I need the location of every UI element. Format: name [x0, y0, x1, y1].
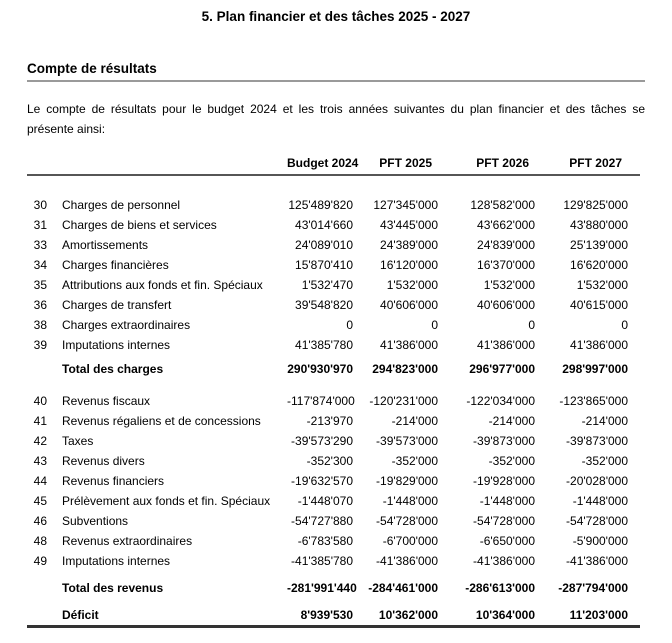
row-value: -352'000	[488, 454, 535, 468]
row-value: 125'489'820	[288, 198, 353, 212]
table-row	[27, 275, 640, 295]
row-value: -5'900'000	[572, 534, 628, 548]
table-row	[27, 235, 640, 255]
row-value: -1'448'000	[479, 494, 535, 508]
row-label: Taxes	[62, 434, 94, 448]
row-value: -19'829'000	[376, 474, 438, 488]
row-label: Total des charges	[62, 362, 164, 376]
row-value: 0	[431, 318, 438, 332]
table-row	[27, 531, 640, 551]
row-value: 290'930'970	[287, 362, 353, 376]
row-value: -54'728'000	[376, 514, 438, 528]
row-value: -6'700'000	[382, 534, 438, 548]
row-value: 16'120'000	[380, 258, 438, 272]
row-value: -1'448'000	[382, 494, 438, 508]
table-row	[27, 411, 640, 431]
row-value: 41'386'000	[477, 338, 535, 352]
row-value: -352'300	[306, 454, 353, 468]
row-value: -41'386'000	[473, 554, 535, 568]
row-value: 1'532'000	[386, 278, 438, 292]
row-value: 40'606'000	[380, 298, 438, 312]
row-label: Revenus financiers	[62, 474, 165, 488]
row-value: 43'880'000	[570, 218, 628, 232]
row-value: 16'620'000	[570, 258, 628, 272]
table-row	[27, 551, 640, 571]
row-value: 0	[528, 318, 535, 332]
row-number: 36	[33, 298, 47, 312]
row-value: -1'448'070	[297, 494, 353, 508]
row-value: 24'089'010	[295, 238, 353, 252]
table-header-row	[27, 156, 640, 171]
row-value: 296'977'000	[469, 362, 535, 376]
section-heading: Compte de résultats	[27, 61, 157, 76]
revenus-section	[27, 391, 640, 571]
table-row	[27, 451, 640, 471]
table-row	[27, 391, 640, 411]
row-number: 42	[33, 434, 47, 448]
row-number	[27, 578, 47, 598]
section-heading-rule	[27, 80, 645, 82]
row-label: Charges extraordinaires	[62, 318, 191, 332]
row-value: -122'034'000	[466, 394, 535, 408]
row-value: 41'385'780	[295, 338, 353, 352]
column-header: PFT 2027	[569, 156, 622, 170]
row-value: 24'839'000	[477, 238, 535, 252]
row-value: -20'028'000	[566, 474, 628, 488]
row-value: 0	[621, 318, 628, 332]
row-value: -6'650'000	[479, 534, 535, 548]
row-label: Subventions	[62, 514, 129, 528]
row-value: 128'582'000	[470, 198, 535, 212]
row-value: -41'386'000	[566, 554, 628, 568]
row-value: 39'548'820	[295, 298, 353, 312]
table-row	[27, 195, 640, 215]
row-value: 25'139'000	[570, 238, 628, 252]
row-value: -117'874'000	[287, 394, 355, 408]
row-value: -120'231'000	[369, 394, 438, 408]
row-value: -281'991'440	[287, 581, 357, 595]
row-label: Charges de transfert	[62, 298, 172, 312]
row-value: 41'386'000	[380, 338, 438, 352]
total-charges-row	[27, 359, 640, 379]
row-number: 40	[33, 394, 47, 408]
row-value: -39'573'290	[291, 434, 353, 448]
row-value: -54'727'880	[291, 514, 353, 528]
row-number: 31	[33, 218, 47, 232]
table-row	[27, 471, 640, 491]
row-value: -213'970	[306, 414, 353, 428]
table-header-rule	[27, 174, 640, 176]
row-number: 48	[33, 534, 47, 548]
row-value: -54'728'000	[473, 514, 535, 528]
charges-total-section	[27, 359, 640, 379]
row-number: 49	[33, 554, 47, 568]
row-value: -41'385'780	[291, 554, 353, 568]
row-label: Charges de biens et services	[62, 218, 217, 232]
row-value: 16'370'000	[477, 258, 535, 272]
row-value: -19'632'570	[291, 474, 353, 488]
row-label: Revenus fiscaux	[62, 394, 151, 408]
row-value: 1'532'000	[483, 278, 535, 292]
table-row	[27, 255, 640, 275]
row-number: 41	[33, 414, 47, 428]
deficit-section	[27, 605, 640, 625]
row-value: 1'532'470	[301, 278, 353, 292]
row-number: 44	[33, 474, 47, 488]
table-row	[27, 295, 640, 315]
row-value: 41'386'000	[570, 338, 628, 352]
row-number: 39	[33, 338, 47, 352]
table-row	[27, 315, 640, 335]
row-value: -19'928'000	[473, 474, 535, 488]
row-label: Revenus régaliens et de concessions	[62, 414, 261, 428]
revenus-total-section	[27, 578, 640, 598]
table-row	[27, 511, 640, 531]
row-value: 10'364'000	[475, 608, 535, 622]
charges-section	[27, 195, 640, 355]
header-spacer	[47, 156, 287, 171]
table-row	[27, 431, 640, 451]
row-label: Prélèvement aux fonds et fin. Spéciaux	[62, 494, 271, 508]
row-value: -39'873'000	[473, 434, 535, 448]
table-row	[27, 215, 640, 235]
deficit-row	[27, 605, 640, 625]
column-header: Budget 2024	[287, 156, 359, 170]
row-number: 45	[33, 494, 47, 508]
row-label: Total des revenus	[62, 581, 164, 595]
row-value: 40'615'000	[570, 298, 628, 312]
row-number	[27, 359, 47, 379]
row-value: 43'662'000	[477, 218, 535, 232]
row-number: 30	[33, 198, 47, 212]
row-value: -287'794'000	[558, 581, 628, 595]
row-value: 1'532'000	[576, 278, 628, 292]
row-label: Charges financières	[62, 258, 169, 272]
results-table	[27, 156, 640, 628]
table-row	[27, 491, 640, 511]
column-header: PFT 2025	[379, 156, 432, 170]
row-value: -6'783'580	[297, 534, 353, 548]
row-value: -39'573'000	[376, 434, 438, 448]
row-value: -286'613'000	[465, 581, 535, 595]
row-value: -123'865'000	[559, 394, 628, 408]
row-number: 38	[33, 318, 47, 332]
header-spacer	[27, 156, 47, 171]
row-value: 8'939'530	[300, 608, 353, 622]
row-value: 43'014'660	[295, 218, 353, 232]
row-number: 43	[33, 454, 47, 468]
row-value: 15'870'410	[295, 258, 353, 272]
row-value: -41'386'000	[376, 554, 438, 568]
total-revenus-row	[27, 578, 640, 598]
row-value: -352'000	[581, 454, 628, 468]
row-value: 129'825'000	[563, 198, 628, 212]
row-label: Revenus extraordinaires	[62, 534, 193, 548]
row-label: Imputations internes	[62, 338, 171, 352]
row-value: 11'203'000	[569, 608, 628, 622]
row-label: Revenus divers	[62, 454, 145, 468]
row-value: -352'000	[391, 454, 438, 468]
row-value: -54'728'000	[566, 514, 628, 528]
row-number: 46	[33, 514, 47, 528]
row-value: 40'606'000	[477, 298, 535, 312]
row-number: 35	[33, 278, 47, 292]
row-value: 127'345'000	[373, 198, 438, 212]
table-bottom-rule	[27, 625, 640, 628]
row-label: Attributions aux fonds et fin. Spéciaux	[62, 278, 263, 292]
intro-paragraph: Le compte de résultats pour le budget 2024 et les trois années suivantes du plan financier et des tâches se présente ainsi:	[27, 102, 645, 136]
row-label: Déficit	[62, 608, 99, 622]
row-label: Amortissements	[62, 238, 149, 252]
row-value: -214'000	[391, 414, 438, 428]
table-row	[27, 335, 640, 355]
row-number	[27, 605, 47, 625]
row-value: 0	[346, 318, 353, 332]
row-value: 298'997'000	[562, 362, 628, 376]
page-title: 5. Plan financier et des tâches 2025 - 2027	[201, 9, 471, 24]
row-value: 294'823'000	[372, 362, 438, 376]
column-header: PFT 2026	[476, 156, 529, 170]
row-value: -1'448'000	[572, 494, 628, 508]
row-number: 33	[33, 238, 47, 252]
row-value: -284'461'000	[368, 581, 438, 595]
row-value: 24'389'000	[380, 238, 438, 252]
row-value: -214'000	[581, 414, 628, 428]
row-value: 10'362'000	[378, 608, 438, 622]
row-number: 34	[33, 258, 47, 272]
row-label: Charges de personnel	[62, 198, 181, 212]
row-value: -214'000	[488, 414, 535, 428]
row-value: 43'445'000	[380, 218, 438, 232]
row-value: -39'873'000	[566, 434, 628, 448]
row-label: Imputations internes	[62, 554, 171, 568]
